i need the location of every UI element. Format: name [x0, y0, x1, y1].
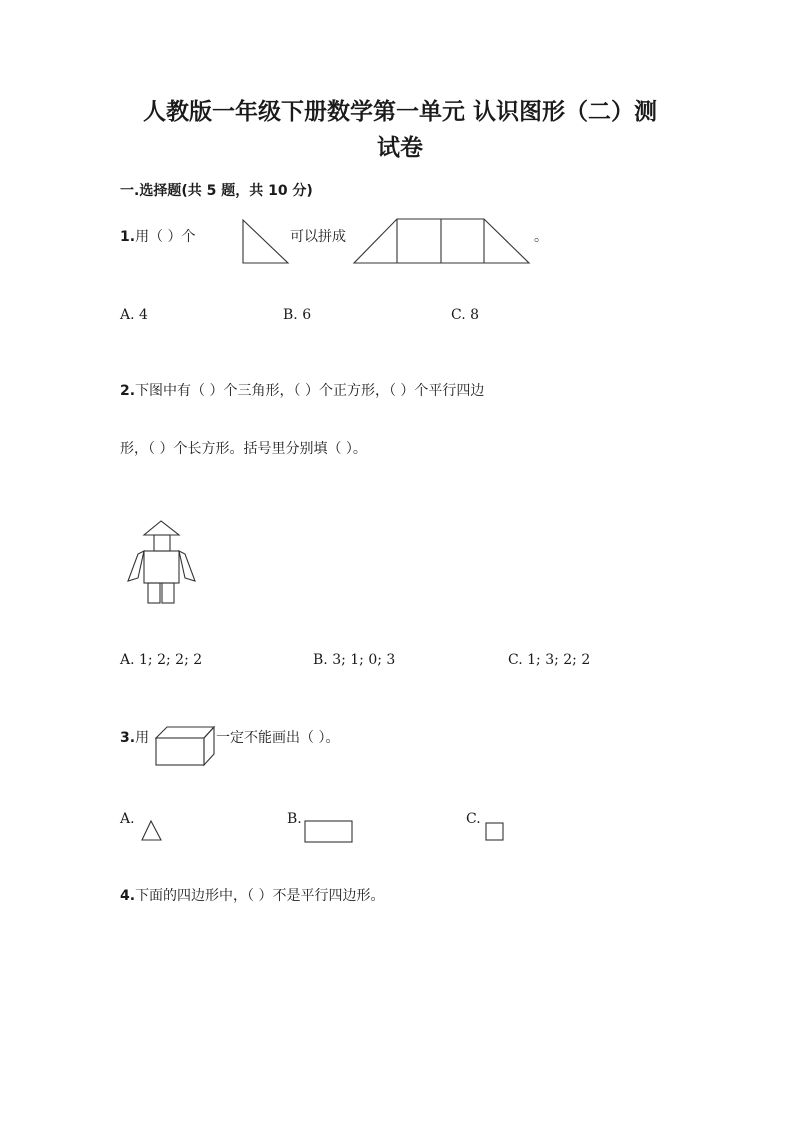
section-heading: 一.选择题(共 5 题，共 10 分)	[120, 183, 313, 199]
q1-option-a[interactable]: A. 4	[120, 307, 148, 323]
question-1	[120, 228, 196, 246]
question-2-line-1: 下图中有（ ）个三角形，（ ）个正方形，（ ）个平行四边	[135, 383, 485, 399]
right-triangle-figure	[242, 219, 290, 265]
question-4-text: 下面的四边形中，（ ）不是平行四边形。	[135, 888, 385, 904]
q1-option-b[interactable]: B. 6	[283, 307, 312, 323]
cuboid-figure	[155, 726, 217, 768]
q2-option-c[interactable]: C. 1; 3; 2; 2	[508, 652, 591, 668]
question-4	[120, 887, 385, 905]
rectangle-option-figure	[304, 820, 354, 844]
question-1-text-part2: 可以拼成	[290, 229, 346, 245]
question-3-text-part1: 用	[135, 730, 150, 746]
q2-option-a[interactable]: A. 1; 2; 2; 2	[120, 652, 203, 668]
q1-option-c[interactable]: C. 8	[451, 307, 480, 323]
question-3-text-part2: 一定不能画出（ ）。	[216, 730, 340, 746]
question-3	[120, 729, 149, 747]
q3-option-c[interactable]: C.	[466, 811, 481, 827]
title-line-2: 试卷	[377, 135, 423, 161]
question-1-number: 1.	[120, 229, 136, 245]
question-2	[120, 382, 484, 400]
question-4-number: 4.	[120, 888, 136, 904]
question-2-number: 2.	[120, 383, 136, 399]
q3-option-b[interactable]: B.	[287, 811, 302, 827]
question-1-text-part3: 。	[534, 229, 548, 245]
square-option-figure	[485, 822, 505, 842]
question-1-text-part1: 用（ ）个	[135, 229, 196, 245]
q3-option-a[interactable]: A.	[120, 811, 135, 827]
title-line-1: 人教版一年级下册数学第一单元 认识图形（二）测	[142, 99, 657, 125]
trapezoid-figure	[353, 218, 533, 266]
page-title	[100, 94, 700, 166]
triangle-option-figure	[141, 820, 163, 842]
q2-option-b[interactable]: B. 3; 1; 0; 3	[313, 652, 396, 668]
question-2-line-2: 形，（ ）个长方形。括号里分别填（ ）。	[120, 441, 367, 457]
question-3-number: 3.	[120, 730, 136, 746]
robot-figure	[126, 520, 198, 606]
